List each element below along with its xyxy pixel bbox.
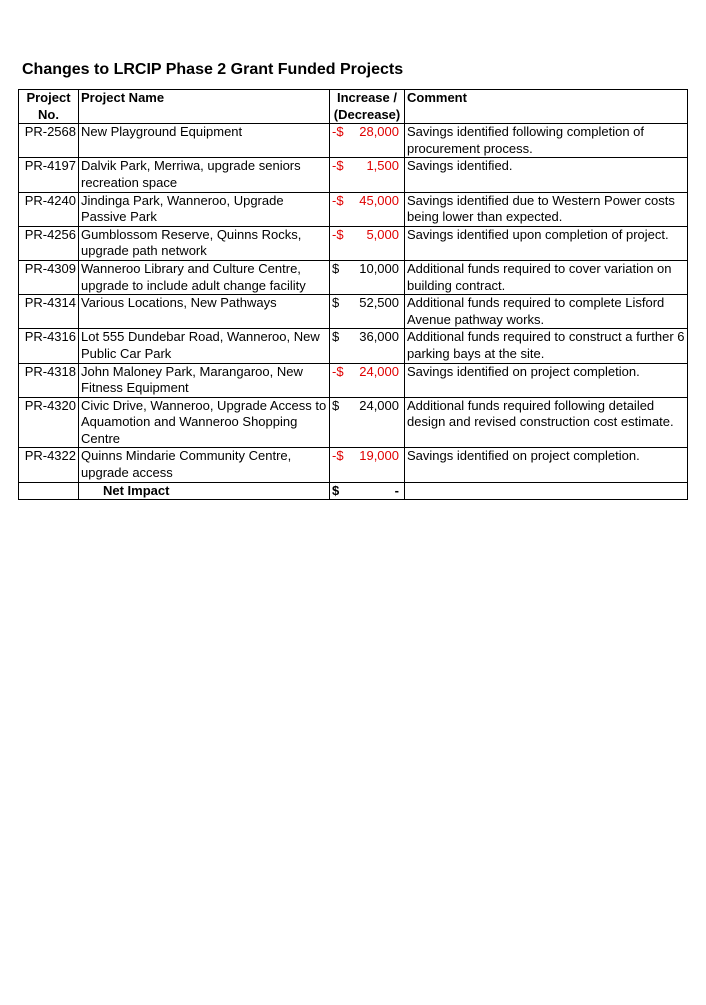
amount-cell xyxy=(330,192,405,226)
amount-value: 10,000 xyxy=(359,260,399,276)
amount-cell xyxy=(330,448,405,482)
project-no-cell: PR-4256 xyxy=(19,226,79,260)
amount-cell xyxy=(330,260,405,294)
project-name-cell: Civic Drive, Wanneroo, Upgrade Access to Aquamotion and Wanneroo Shopping Centre xyxy=(79,397,330,448)
table-row xyxy=(19,397,688,448)
comment-cell: Additional funds required to complete Lisford Avenue pathway works. xyxy=(405,295,688,329)
amount-value: 24,000 xyxy=(359,363,399,379)
amount-currency: $ xyxy=(332,329,340,345)
net-impact-currency: $ xyxy=(332,482,340,498)
net-impact-row xyxy=(19,482,688,500)
amount-value: 36,000 xyxy=(359,329,399,345)
project-name-cell: Dalvik Park, Merriwa, upgrade seniors recreation space xyxy=(79,158,330,192)
project-no-cell: PR-4309 xyxy=(19,260,79,294)
header-comment: Comment xyxy=(405,90,688,124)
amount-currency: $ xyxy=(332,397,340,413)
net-empty-comment-cell xyxy=(405,482,688,500)
comment-cell: Additional funds required following detailed design and revised construction cost estimate. xyxy=(405,397,688,448)
comment-cell: Savings identified following completion of procurement process. xyxy=(405,124,688,158)
table-row xyxy=(19,363,688,397)
project-no-cell: PR-4314 xyxy=(19,295,79,329)
project-no-cell: PR-2568 xyxy=(19,124,79,158)
table-row xyxy=(19,226,688,260)
amount-currency: -$ xyxy=(332,448,344,464)
amount-currency: -$ xyxy=(332,363,344,379)
comment-cell: Savings identified upon completion of project. xyxy=(405,226,688,260)
amount-value: 52,500 xyxy=(359,295,399,311)
amount-value: 19,000 xyxy=(359,448,399,464)
net-empty-cell xyxy=(19,482,79,500)
amount-cell xyxy=(330,226,405,260)
amount-cell xyxy=(330,329,405,363)
project-name-cell: Jindinga Park, Wanneroo, Upgrade Passive Park xyxy=(79,192,330,226)
project-no-cell: PR-4197 xyxy=(19,158,79,192)
project-name-cell: Gumblossom Reserve, Quinns Rocks, upgrade path network xyxy=(79,226,330,260)
comment-cell: Savings identified on project completion. xyxy=(405,448,688,482)
table-row xyxy=(19,260,688,294)
amount-cell xyxy=(330,363,405,397)
amount-value: 24,000 xyxy=(359,397,399,413)
header-project-no xyxy=(19,90,79,124)
table-body xyxy=(19,124,688,482)
project-name-cell: John Maloney Park, Marangaroo, New Fitness Equipment xyxy=(79,363,330,397)
amount-cell xyxy=(330,397,405,448)
comment-cell: Additional funds required to cover variation on building contract. xyxy=(405,260,688,294)
amount-cell xyxy=(330,295,405,329)
header-project-name: Project Name xyxy=(79,90,330,124)
amount-currency: -$ xyxy=(332,124,344,140)
table-row xyxy=(19,158,688,192)
amount-currency: -$ xyxy=(332,192,344,208)
comment-cell: Additional funds required to construct a further 6 parking bays at the site. xyxy=(405,329,688,363)
net-impact-amount: - xyxy=(394,482,399,498)
table-row xyxy=(19,329,688,363)
project-name-cell: Lot 555 Dundebar Road, Wanneroo, New Public Car Park xyxy=(79,329,330,363)
table-row xyxy=(19,448,688,482)
table-row xyxy=(19,192,688,226)
amount-currency: $ xyxy=(332,260,340,276)
comment-cell: Savings identified on project completion. xyxy=(405,363,688,397)
header-project-no-label: Project No. xyxy=(26,90,71,122)
net-impact-label: Net Impact xyxy=(79,482,330,500)
header-increase: Increase / (Decrease) xyxy=(330,90,405,124)
net-impact-amount-cell xyxy=(330,482,405,500)
amount-value: 45,000 xyxy=(359,192,399,208)
amount-currency: -$ xyxy=(332,158,344,174)
table-header-row xyxy=(19,90,688,124)
amount-currency: -$ xyxy=(332,226,344,242)
amount-currency: $ xyxy=(332,295,340,311)
amount-cell xyxy=(330,124,405,158)
project-no-cell: PR-4316 xyxy=(19,329,79,363)
comment-cell: Savings identified due to Western Power costs being lower than expected. xyxy=(405,192,688,226)
amount-value: 5,000 xyxy=(366,226,399,242)
comment-cell: Savings identified. xyxy=(405,158,688,192)
project-no-cell: PR-4318 xyxy=(19,363,79,397)
project-name-cell: Wanneroo Library and Culture Centre, upgrade to include adult change facility xyxy=(79,260,330,294)
amount-value: 28,000 xyxy=(359,124,399,140)
project-no-cell: PR-4320 xyxy=(19,397,79,448)
page-title: Changes to LRCIP Phase 2 Grant Funded Projects xyxy=(22,61,404,78)
project-no-cell: PR-4240 xyxy=(19,192,79,226)
projects-table xyxy=(18,89,688,500)
table-row xyxy=(19,124,688,158)
project-name-cell: New Playground Equipment xyxy=(79,124,330,158)
project-name-cell: Various Locations, New Pathways xyxy=(79,295,330,329)
project-no-cell: PR-4322 xyxy=(19,448,79,482)
amount-cell xyxy=(330,158,405,192)
table-row xyxy=(19,295,688,329)
amount-value: 1,500 xyxy=(366,158,399,174)
project-name-cell: Quinns Mindarie Community Centre, upgrade access xyxy=(79,448,330,482)
